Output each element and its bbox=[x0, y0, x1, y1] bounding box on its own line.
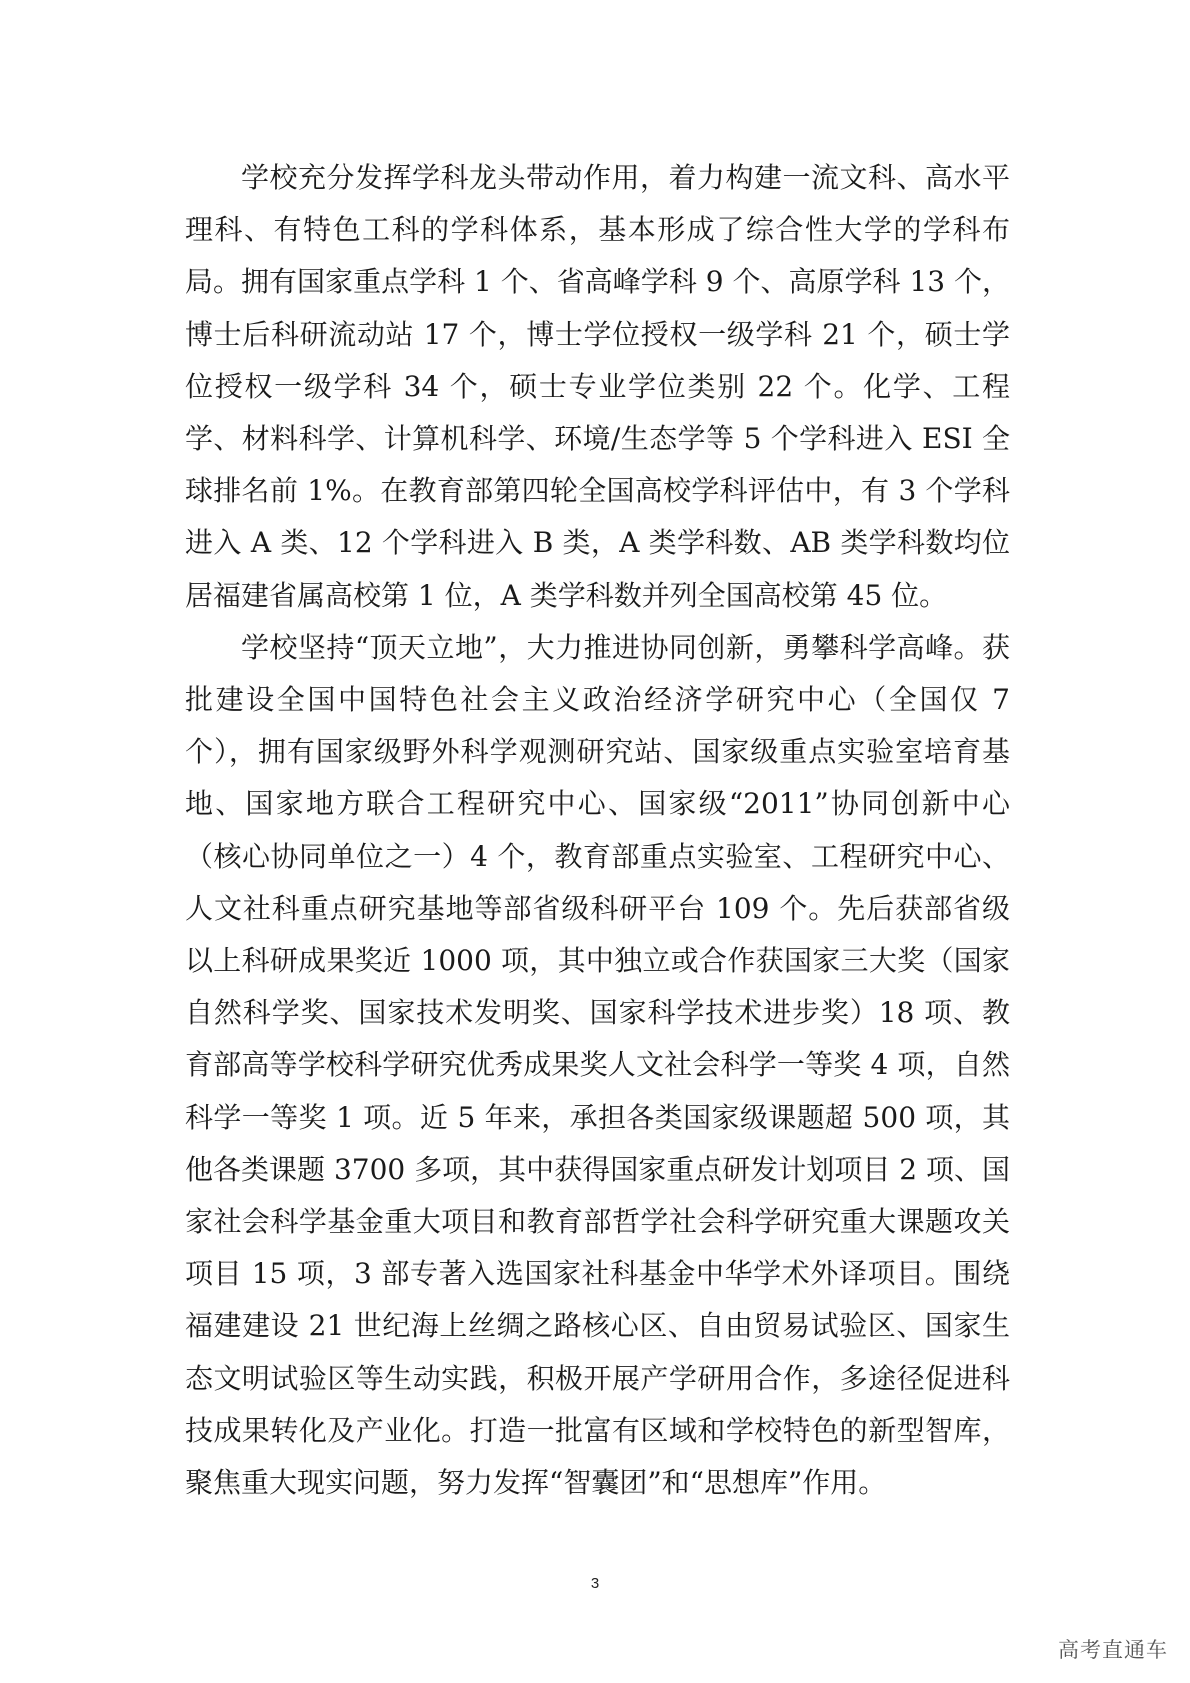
paragraph-research-innovation: 学校坚持“顶天立地”，大力推进协同创新，勇攀科学高峰。获批建设全国中国特色社会主义政治经济学研究中心（全国仅 7 个），拥有国家级野外科学观测研究站、国家级重点实验室培育基地、国家地方联合工程研究中心、国家级“2011”协同创新中心（核心协同单位之一）4 个，教育部重点实验室、工程研究中心、人文社科重点研究基地等部省级科研平台 109 个。先后获部省级以上科研成果奖近 1000 项，其中独立或合作获国家三大奖（国家自然科学奖、国家技术发明奖、国家科学技术进步奖）18 项、教育部高等学校科学研究优秀成果奖人文社会科学一等奖 4 项，自然科学一等奖 1 项。近 5 年来，承担各类国家级课题超 500 项，其他各类课题 3700 多项，其中获得国家重点研发计划项目 2 项、国家社会科学基金重大项目和教育部哲学社会科学研究重大课题攻关项目 15 项，3 部专著入选国家社科基金中华学术外译项目。围绕福建建设 21 世纪海上丝绸之路核心区、自由贸易试验区、国家生态文明试验区等生动实践，积极开展产学研用合作，多途径促进科技成果转化及产业化。打造一批富有区域和学校特色的新型智库，聚焦重大现实问题，努力发挥“智囊团”和“思想库”作用。 bbox=[185, 630, 1010, 1500]
watermark: 高考直通车 bbox=[1058, 1638, 1168, 1662]
document-body bbox=[185, 152, 1010, 1509]
page-number: 3 bbox=[590, 1575, 600, 1592]
paragraph-discipline-system: 学校充分发挥学科龙头带动作用，着力构建一流文科、高水平理科、有特色工科的学科体系，基本形成了综合性大学的学科布局。拥有国家重点学科 1 个、省高峰学科 9 个、高原学科 13 个，博士后科研流动站 17 个，博士学位授权一级学科 21 个，硕士学位授权一级学科 34 个，硕士专业学位类别 22 个。化学、工程学、材料科学、计算机科学、环境/生态学等 5 个学科进入 ESI 全球排名前 1%。在教育部第四轮全国高校学科评估中，有 3 个学科进入 A 类、12 个学科进入 B 类，A 类学科数、AB 类学科数均位居福建省属高校第 1 位，A 类学科数并列全国高校第 45 位。 bbox=[185, 161, 1010, 612]
